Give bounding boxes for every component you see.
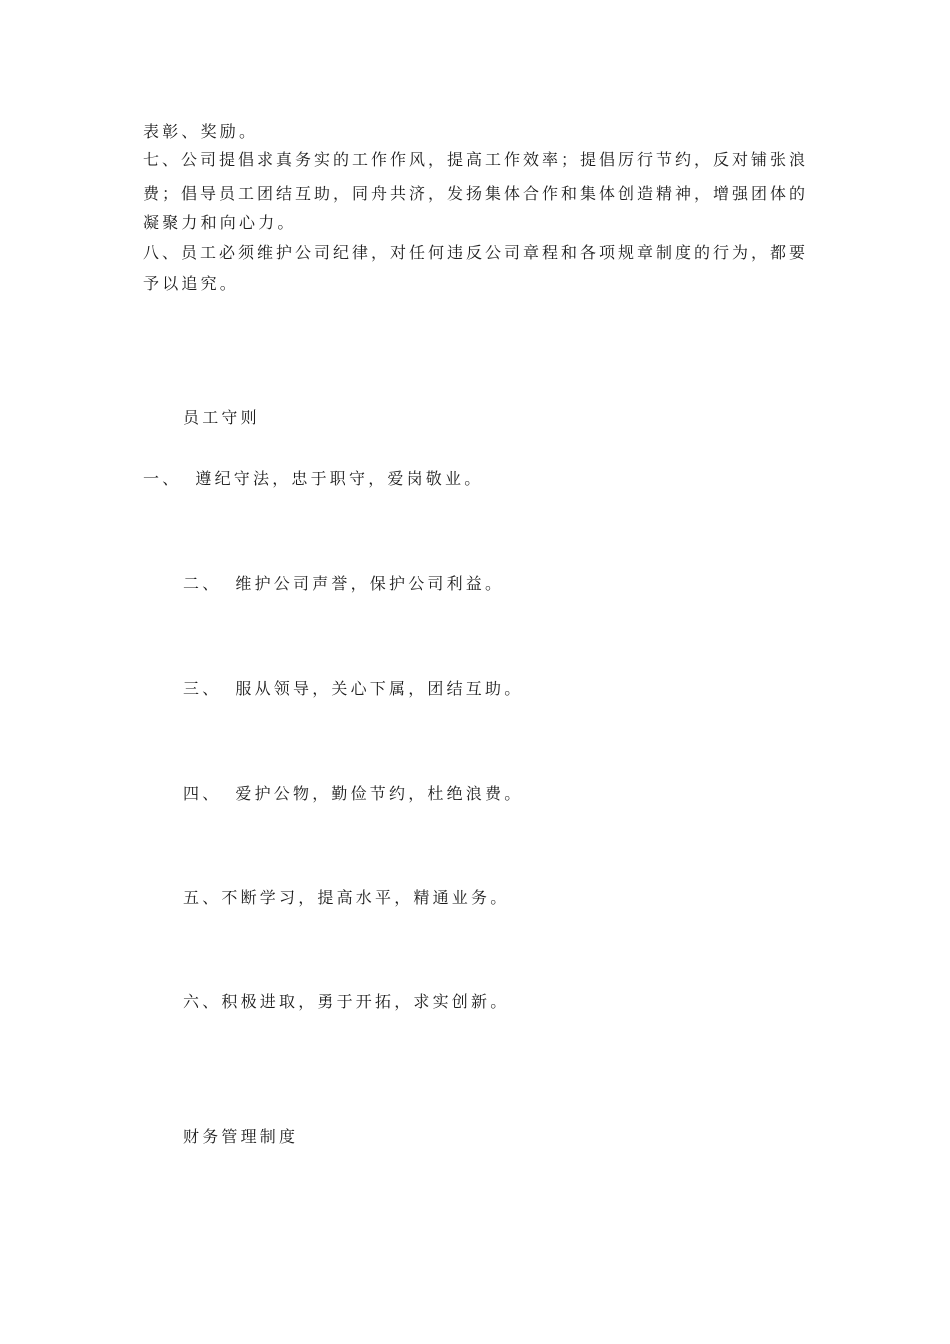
rule-text: 服从领导，关心下属，团结互助。 [235, 679, 524, 698]
rule-item [183, 574, 504, 594]
text-line: 费；倡导员工团结互助，同舟共济，发扬集体合作和集体创造精神，增强团体的 [143, 184, 807, 203]
text-line: 凝聚力和向心力。 [143, 213, 297, 232]
rule-text: 积极进取，勇于开拓，求实创新。 [221, 992, 510, 1011]
section-title: 财务管理制度 [183, 1127, 299, 1146]
text-line: 予以追究。 [143, 274, 240, 293]
rule-number: 三、 [183, 679, 222, 698]
rule-number: 二、 [183, 574, 222, 593]
rule-item [183, 992, 509, 1012]
rule-item [183, 784, 523, 804]
rule-item [183, 888, 509, 908]
text-line: 表彰、奖励。 [143, 122, 259, 141]
rule-number: 五、 [183, 888, 222, 907]
rule-text: 遵纪守法，忠于职守，爱岗敬业。 [195, 469, 484, 488]
text-line: 七、公司提倡求真务实的工作作风，提高工作效率；提倡厉行节约，反对铺张浪 [143, 150, 807, 169]
section-title: 员工守则 [183, 408, 260, 427]
text-line: 八、员工必须维护公司纪律，对任何违反公司章程和各项规章制度的行为，都要 [143, 243, 807, 262]
rule-number: 六、 [183, 992, 222, 1011]
rule-item [143, 469, 483, 489]
rule-text: 不断学习，提高水平，精通业务。 [221, 888, 510, 907]
rule-item [183, 679, 523, 699]
rule-number: 一、 [143, 469, 182, 488]
rule-number: 四、 [183, 784, 222, 803]
rule-text: 维护公司声誉，保护公司利益。 [235, 574, 505, 593]
rule-text: 爱护公物，勤俭节约，杜绝浪费。 [235, 784, 524, 803]
